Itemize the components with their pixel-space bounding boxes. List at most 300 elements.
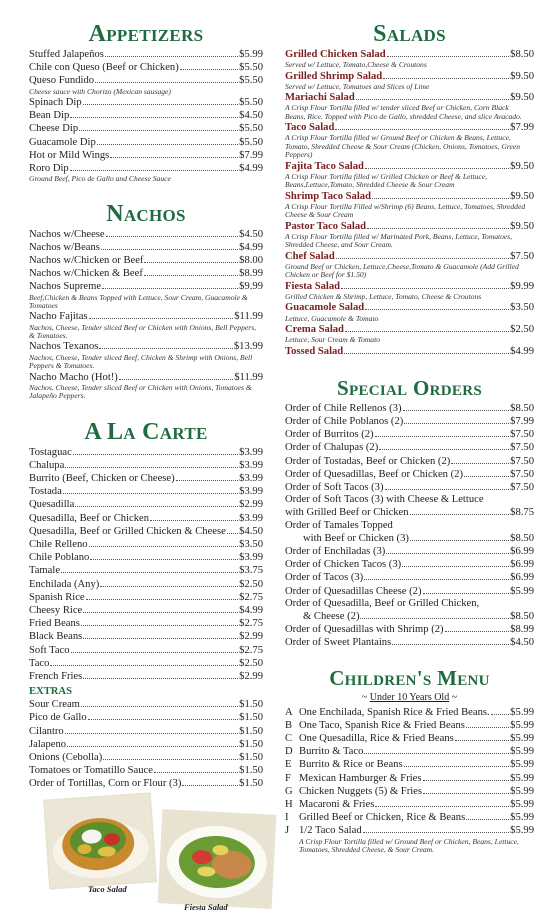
menu-item-line bbox=[29, 670, 263, 683]
dot-leader bbox=[386, 545, 509, 554]
salad-item bbox=[285, 301, 534, 323]
menu-item bbox=[29, 459, 263, 472]
menu-item-description: Nachos, Cheese, Tender sliced Beef or Chicken with Onions, Tomatoes & Jalapeño Peppers. bbox=[29, 382, 252, 401]
menu-item-name: Taco Salad bbox=[285, 122, 335, 134]
menu-item-line bbox=[285, 455, 534, 468]
dot-leader bbox=[81, 617, 238, 626]
menu-item-price: $9.50 bbox=[510, 220, 534, 232]
dot-leader bbox=[144, 267, 238, 276]
menu-item-price: $11.99 bbox=[234, 371, 263, 383]
dot-leader bbox=[79, 122, 238, 131]
menu-item-name: Chile con Queso (Beef or Chicken) bbox=[29, 62, 179, 74]
dot-leader bbox=[387, 48, 510, 57]
dot-leader bbox=[63, 485, 238, 494]
dot-leader bbox=[65, 725, 238, 734]
dot-leader bbox=[86, 591, 239, 600]
menu-item-description: Grilled Chicken & Shrimp, Lettuce, Tomato, Cheese & Croutons bbox=[285, 291, 482, 301]
dot-leader bbox=[410, 532, 509, 541]
dot-leader bbox=[67, 738, 238, 747]
menu-item-line bbox=[29, 228, 263, 241]
menu-item-price: $2.99 bbox=[239, 670, 263, 682]
menu-item-name: Black Beans bbox=[29, 631, 83, 643]
dot-leader bbox=[101, 241, 238, 250]
menu-item-name: Guacamole Salad bbox=[285, 302, 365, 314]
menu-item-line bbox=[29, 738, 263, 751]
dot-leader bbox=[365, 160, 509, 169]
menu-item-name: Quesadilla, Beef or Grilled Chicken & Cheese bbox=[29, 525, 226, 537]
menu-item-line bbox=[285, 706, 534, 719]
menu-item-price: $8.50 bbox=[510, 402, 534, 414]
menu-item-name: Roro Dip bbox=[29, 163, 69, 175]
kids-item bbox=[285, 719, 534, 732]
menu-item-line bbox=[285, 719, 534, 732]
menu-item-description: Nachos, Cheese, Tender sliced Beef, Chicken & Shrimp with Onions, Bell Peppers & Tomatoes. bbox=[29, 352, 253, 371]
fiesta-salad-caption: Fiesta Salad bbox=[184, 902, 228, 912]
salad-item bbox=[285, 220, 534, 250]
menu-item-name: Spinach Dip bbox=[29, 97, 82, 109]
extras-list bbox=[29, 698, 263, 790]
dot-leader bbox=[73, 446, 238, 455]
menu-item-price: $6.99 bbox=[510, 545, 534, 557]
menu-item-price: $4.50 bbox=[239, 228, 263, 240]
menu-item-price: $4.50 bbox=[510, 637, 534, 649]
dot-leader bbox=[71, 644, 239, 653]
menu-item-description: Cheese sauce with Chorizo (Mexican sausage) bbox=[29, 86, 171, 96]
menu-item-price: $8.99 bbox=[239, 268, 263, 280]
menu-item-name: Fajita Taco Salad bbox=[285, 160, 364, 172]
special-order-item bbox=[285, 623, 534, 636]
kids-item bbox=[285, 772, 534, 785]
nachos-heading: Nachos bbox=[106, 200, 186, 227]
menu-item-line bbox=[285, 623, 534, 636]
menu-item-line bbox=[29, 591, 263, 604]
menu-item-line bbox=[29, 109, 263, 122]
menu-item bbox=[29, 525, 263, 538]
nachos-list bbox=[29, 228, 263, 401]
left-column bbox=[29, 0, 263, 791]
menu-item-line bbox=[29, 764, 263, 777]
menu-item-name: Tomatoes or Tomatillo Sauce bbox=[29, 765, 153, 777]
menu-item-line bbox=[285, 506, 534, 519]
dot-leader bbox=[89, 538, 239, 547]
menu-item-price: $2.99 bbox=[239, 499, 263, 511]
menu-item-price: $5.99 bbox=[510, 746, 534, 758]
menu-item-name: Quesadilla, Beef or Chicken bbox=[29, 512, 150, 524]
special-orders-list bbox=[285, 402, 534, 650]
menu-item-line bbox=[29, 698, 263, 711]
dot-leader bbox=[75, 498, 238, 507]
menu-item-letter: G bbox=[285, 785, 293, 797]
menu-item-price: $7.50 bbox=[510, 429, 534, 441]
menu-item-name: One Quesadilla, Rice & Fried Beans bbox=[299, 733, 454, 745]
menu-item-price: $5.99 bbox=[510, 772, 534, 784]
menu-item-line bbox=[29, 446, 263, 459]
menu-item-name: Order of Chile Rellenos (3) bbox=[285, 402, 402, 414]
menu-item-price: $2.50 bbox=[239, 657, 263, 669]
menu-item bbox=[29, 630, 263, 643]
menu-item-description: A Crisp Flour Tortilla filled w/ tender sliced Beef or Chicken, Corn Black Beans, Rice. Topped with Pico de Gallo, shredded Cheese, and slice Avacado. bbox=[285, 103, 522, 121]
taco-salad-illustration bbox=[45, 794, 155, 887]
menu-item-price: $6.99 bbox=[510, 572, 534, 584]
dot-leader bbox=[65, 459, 238, 468]
salad-item bbox=[285, 70, 534, 92]
menu-item bbox=[29, 498, 263, 511]
dot-leader bbox=[83, 670, 238, 679]
childrens-menu-subtitle: ~ Under 10 Years Old ~ bbox=[361, 691, 458, 703]
menu-item-price: $5.50 bbox=[239, 97, 263, 109]
special-order-item bbox=[285, 428, 534, 441]
dot-leader bbox=[336, 250, 509, 259]
menu-item-name: Order of Tortillas, Corn or Flour (3) bbox=[29, 778, 182, 790]
menu-item bbox=[29, 591, 263, 604]
menu-item-letter: C bbox=[285, 733, 293, 745]
menu-item-name: Chalupa bbox=[29, 459, 65, 471]
menu-item-line bbox=[285, 481, 534, 494]
menu-item-line bbox=[285, 402, 534, 415]
menu-item-price: $3.99 bbox=[239, 512, 263, 524]
kids-item bbox=[285, 758, 534, 771]
menu-item-line bbox=[285, 585, 534, 598]
menu-item-line bbox=[285, 571, 534, 584]
dot-leader bbox=[341, 280, 509, 289]
menu-item-name: Nachos w/Chicken or Beef bbox=[29, 255, 144, 267]
menu-item-line bbox=[29, 551, 263, 564]
menu-item-name: Tossed Salad bbox=[285, 345, 344, 357]
kids-item bbox=[285, 798, 534, 811]
dot-leader bbox=[50, 657, 238, 666]
menu-item-name: Order of Soft Tacos (3) with Cheese & Lettuce bbox=[285, 494, 484, 506]
childrens-menu-list bbox=[285, 706, 534, 855]
menu-item-description: A Crisp Flour Tortilla Filled w/Shrimp (6) Beans, Lettuce, Tomatoes, Shredded Cheese & Sour Cream bbox=[285, 201, 526, 220]
menu-item-price: $3.99 bbox=[239, 459, 263, 471]
menu-item-name: Cilantro bbox=[29, 725, 64, 737]
menu-item-price: $2.75 bbox=[239, 591, 263, 603]
menu-item-line bbox=[29, 122, 263, 135]
menu-item-price: $1.50 bbox=[239, 738, 263, 750]
salad-item bbox=[285, 91, 534, 121]
special-order-item bbox=[285, 585, 534, 598]
menu-item-line bbox=[29, 512, 263, 525]
dot-leader bbox=[383, 70, 509, 79]
menu-item-name: Order of Quesadillas Cheese (2) bbox=[285, 585, 422, 597]
extras-heading: EXTRAS bbox=[29, 686, 72, 698]
menu-item-name: Mexican Hamburger & Fries bbox=[299, 772, 422, 784]
dot-leader bbox=[150, 512, 238, 521]
dot-leader bbox=[423, 585, 510, 594]
dot-leader bbox=[103, 751, 238, 760]
menu-item-price: $9.99 bbox=[239, 281, 263, 293]
menu-item-price: $5.99 bbox=[510, 719, 534, 731]
menu-item-line bbox=[285, 545, 534, 558]
dot-leader bbox=[144, 254, 238, 263]
menu-item-description: Beef,Chicken & Beans Topped with Lettuce, Sour Cream, Guacamole & Tomatoes bbox=[29, 292, 248, 311]
appetizers-list bbox=[29, 48, 263, 184]
menu-item-line bbox=[285, 415, 534, 428]
menu-item-line bbox=[29, 310, 263, 323]
menu-item-line bbox=[285, 798, 534, 811]
menu-item-name: Nacho Fajitas bbox=[29, 311, 88, 323]
menu-item-price: $5.50 bbox=[239, 75, 263, 87]
menu-item-price: $5.99 bbox=[510, 733, 534, 745]
salads-heading: Salads bbox=[373, 21, 446, 47]
a-la-carte-list bbox=[29, 446, 263, 684]
menu-item-line bbox=[29, 777, 263, 790]
menu-item-line bbox=[29, 254, 263, 267]
menu-item bbox=[29, 485, 263, 498]
menu-item-line bbox=[29, 371, 263, 384]
menu-item-name: Order of Chicken Tacos (3) bbox=[285, 559, 402, 571]
menu-item-description: Lettuce, Guacamole & Tomato bbox=[285, 313, 379, 323]
menu-item-price: $1.50 bbox=[239, 725, 263, 737]
menu-item-name: Crema Salad bbox=[285, 323, 344, 335]
menu-item-description: A Crisp Flour Tortilla filled w/ Grilled Chicken or Beef & Lettuce, Beans,Lettuce,Tomato, Shredded Cheese & Sour Cream bbox=[285, 171, 488, 190]
menu-item-line bbox=[285, 758, 534, 771]
menu-item-description: A Crisp Flour Tortilla filled w/ Marinated Pork, Beans, Lettuce, Tomatoes, Shredded Cheese, and Sour Cream. bbox=[285, 231, 513, 250]
menu-item-line bbox=[285, 610, 534, 623]
dot-leader bbox=[360, 610, 509, 619]
menu-item-price: $1.50 bbox=[239, 699, 263, 711]
childrens-age-note: Under 10 Years Old bbox=[369, 691, 450, 703]
menu-item-line bbox=[29, 751, 263, 764]
dot-leader bbox=[99, 340, 232, 349]
menu-item-name: Spanish Rice bbox=[29, 591, 85, 603]
kids-item bbox=[285, 732, 534, 745]
menu-item-name: Burrito & Rice or Beans bbox=[299, 759, 403, 771]
extra-item bbox=[29, 751, 263, 764]
dot-leader bbox=[90, 551, 238, 560]
menu-item-description: Served w/ Lettuce, Tomato,Cheese & Croutons bbox=[285, 60, 427, 70]
dot-leader bbox=[227, 525, 238, 534]
menu-item-name: Shrimp Taco Salad bbox=[285, 190, 371, 202]
menu-item bbox=[29, 61, 263, 74]
menu-item-name: Burrito & Taco bbox=[299, 746, 364, 758]
dot-leader bbox=[379, 441, 509, 450]
menu-item-name: with Beef or Chicken (3) bbox=[303, 532, 409, 544]
menu-item-line bbox=[285, 70, 534, 83]
menu-item bbox=[29, 280, 263, 310]
dot-leader bbox=[423, 785, 509, 794]
menu-item-name: Nachos Texanos bbox=[29, 341, 99, 353]
dot-leader bbox=[89, 310, 234, 319]
menu-item-line bbox=[29, 564, 263, 577]
special-order-item bbox=[285, 532, 534, 545]
menu-item-description: Ground Beef or Chicken, Lettuce,Cheese,Tomato & Guacamole (Add Grilled Chicken or Beef for $1.50) bbox=[285, 261, 519, 280]
menu-item-price: $1.50 bbox=[239, 778, 263, 790]
menu-item-price: $3.50 bbox=[510, 302, 534, 314]
appetizers-heading: Appetizers bbox=[88, 21, 204, 47]
menu-item-price: $4.99 bbox=[510, 345, 534, 357]
menu-item-price: $6.99 bbox=[510, 559, 534, 571]
menu-item-name: Onions (Cebolla) bbox=[29, 751, 103, 763]
menu-item-line bbox=[29, 485, 263, 498]
menu-item-name: Sour Cream bbox=[29, 699, 80, 711]
special-order-item bbox=[285, 636, 534, 649]
menu-item-name: Order of Chile Poblanos (2) bbox=[285, 415, 404, 427]
salad-item bbox=[285, 48, 534, 70]
menu-item-price: $8.99 bbox=[510, 624, 534, 636]
extra-item bbox=[29, 764, 263, 777]
menu-item-price: $2.50 bbox=[239, 578, 263, 590]
childrens-menu-heading: Children's Menu bbox=[329, 665, 490, 690]
dot-leader bbox=[106, 228, 239, 237]
menu-item bbox=[29, 162, 263, 184]
dot-leader bbox=[110, 149, 238, 158]
menu-item-price: $5.99 bbox=[239, 49, 263, 60]
menu-item bbox=[29, 48, 263, 61]
menu-item-price: $5.99 bbox=[510, 759, 534, 771]
menu-item-price: $4.50 bbox=[239, 110, 263, 122]
menu-item-price: $8.50 bbox=[510, 611, 534, 622]
menu-item-price: $3.99 bbox=[239, 446, 263, 458]
menu-item-name: Fried Beans bbox=[29, 618, 80, 630]
menu-item-price: $2.75 bbox=[239, 644, 263, 656]
menu-item bbox=[29, 109, 263, 122]
dot-leader bbox=[102, 280, 238, 289]
menu-item-name: Bean Dip bbox=[29, 110, 70, 122]
menu-item-price: $7.50 bbox=[510, 481, 534, 493]
menu-item-line bbox=[285, 532, 534, 545]
kids-item bbox=[285, 745, 534, 758]
menu-item-price: $7.50 bbox=[510, 468, 534, 480]
a-la-carte-heading: A La Carte bbox=[84, 418, 208, 445]
menu-item-name: Pastor Taco Salad bbox=[285, 220, 367, 232]
dot-leader bbox=[100, 578, 238, 587]
menu-item-name: Quesadilla bbox=[29, 499, 75, 511]
menu-item-price: $9.50 bbox=[510, 160, 534, 172]
menu-item-name: Chef Salad bbox=[285, 250, 335, 262]
menu-item bbox=[29, 267, 263, 280]
taco-salad-caption: Taco Salad bbox=[88, 884, 127, 894]
menu-item-name: Order of Enchiladas (3) bbox=[285, 545, 386, 557]
menu-item-line bbox=[29, 340, 263, 353]
menu-item-line bbox=[29, 61, 263, 74]
special-order-item bbox=[285, 481, 534, 494]
dot-leader bbox=[70, 162, 238, 171]
menu-item-line bbox=[285, 280, 534, 293]
menu-item bbox=[29, 228, 263, 241]
menu-item-price: $4.99 bbox=[239, 604, 263, 616]
menu-item bbox=[29, 551, 263, 564]
menu-item-price: $4.99 bbox=[239, 163, 263, 175]
menu-item-line bbox=[285, 520, 534, 532]
menu-item-name: Tamale bbox=[29, 565, 61, 577]
menu-item-name: Mariachi Salad bbox=[285, 92, 355, 104]
menu-item-line bbox=[29, 725, 263, 738]
special-order-item bbox=[285, 598, 534, 610]
menu-item-price: $3.50 bbox=[239, 538, 263, 550]
menu-item-price: $5.99 bbox=[510, 706, 534, 718]
salad-item bbox=[285, 160, 534, 190]
dot-leader bbox=[372, 190, 509, 199]
kids-item bbox=[285, 824, 534, 854]
extra-item bbox=[29, 698, 263, 711]
special-order-item bbox=[285, 402, 534, 415]
dot-leader bbox=[70, 109, 238, 118]
dot-leader bbox=[345, 323, 509, 332]
menu-item-name: Order of Quesadilla, Beef or Grilled Chicken, bbox=[285, 597, 480, 609]
menu-item-price: $9.50 bbox=[510, 92, 534, 104]
menu-item-letter: A bbox=[285, 706, 293, 718]
dot-leader bbox=[404, 415, 509, 424]
special-order-item bbox=[285, 610, 534, 623]
menu-item-price: $1.50 bbox=[239, 751, 263, 763]
menu-item bbox=[29, 657, 263, 670]
dot-leader bbox=[491, 706, 510, 715]
menu-item-line bbox=[285, 558, 534, 571]
menu-item-line bbox=[285, 190, 534, 203]
dot-leader bbox=[365, 301, 509, 310]
extra-item bbox=[29, 738, 263, 751]
menu-item-name: Order of Tostadas, Beef or Chicken (2) bbox=[285, 455, 451, 467]
menu-item-name: Pico de Gallo bbox=[29, 712, 87, 724]
menu-item-line bbox=[285, 785, 534, 798]
menu-item-description: Ground Beef, Pico de Gallo and Cheese Sauce bbox=[29, 174, 171, 184]
special-orders-heading: Special Orders bbox=[337, 375, 482, 400]
special-order-item bbox=[285, 494, 534, 506]
menu-item-line bbox=[29, 472, 263, 485]
dot-leader bbox=[466, 719, 509, 728]
menu-item-name: Grilled Shrimp Salad bbox=[285, 70, 383, 82]
menu-item bbox=[29, 670, 263, 683]
menu-item-price: $13.99 bbox=[233, 341, 263, 353]
dot-leader bbox=[466, 811, 509, 820]
fiesta-salad-illustration bbox=[160, 811, 275, 907]
menu-item-description: A Crisp Flour Tortilla filled w/ Ground Beef or Chicken & Beans, Lettuce, Tomato, Shredded Cheese & Sour Cream (Chicken, Onions, Tomatoes, Green Peppers) bbox=[285, 133, 521, 160]
dot-leader bbox=[105, 48, 238, 57]
menu-item-line bbox=[285, 636, 534, 649]
menu-item-price: $5.99 bbox=[510, 825, 534, 837]
dot-leader bbox=[464, 468, 509, 477]
dot-leader bbox=[335, 121, 509, 130]
right-column bbox=[285, 0, 534, 854]
menu-item-line bbox=[285, 220, 534, 233]
salad-item bbox=[285, 280, 534, 302]
taco-salad-photo bbox=[43, 792, 157, 889]
menu-item-line bbox=[29, 525, 263, 538]
dot-leader bbox=[182, 777, 238, 786]
menu-item-price: $2.50 bbox=[510, 323, 534, 335]
salad-item bbox=[285, 190, 534, 220]
dot-leader bbox=[385, 481, 510, 490]
dot-leader bbox=[88, 711, 238, 720]
menu-item-price: $4.99 bbox=[239, 241, 263, 253]
menu-item-line bbox=[29, 604, 263, 617]
dot-leader bbox=[445, 623, 510, 632]
dot-leader bbox=[363, 824, 510, 833]
menu-item-letter: D bbox=[285, 746, 293, 758]
menu-item-line bbox=[29, 459, 263, 472]
menu-item-description: A Crisp Flour Tortilla filled w/ Ground Beef or Chicken, Beans, Lettuce, Tomatoes, Shredded Cheese, & Sour Cream. bbox=[299, 836, 519, 855]
special-order-item bbox=[285, 455, 534, 468]
dot-leader bbox=[356, 91, 509, 100]
dot-leader bbox=[119, 371, 233, 380]
menu-item-line bbox=[29, 538, 263, 551]
menu-item-name: Nachos w/Chicken & Beef bbox=[29, 268, 143, 280]
menu-item-description: Served w/ Lettuce, Tomatoes and Slices of Lime bbox=[285, 81, 430, 91]
menu-item-price: $3.75 bbox=[239, 565, 263, 577]
dot-leader bbox=[95, 74, 238, 83]
menu-item-price: $7.99 bbox=[239, 149, 263, 161]
dot-leader bbox=[392, 636, 509, 645]
menu-item-price: $5.99 bbox=[510, 799, 534, 811]
menu-item-price: $9.50 bbox=[510, 70, 534, 82]
salad-item bbox=[285, 323, 534, 345]
menu-item-line bbox=[285, 745, 534, 758]
menu-item-name: Order of Tamales Topped bbox=[285, 519, 393, 531]
menu-item-price: $8.00 bbox=[239, 255, 263, 267]
menu-item-name: Fiesta Salad bbox=[285, 280, 341, 292]
special-order-item bbox=[285, 468, 534, 481]
